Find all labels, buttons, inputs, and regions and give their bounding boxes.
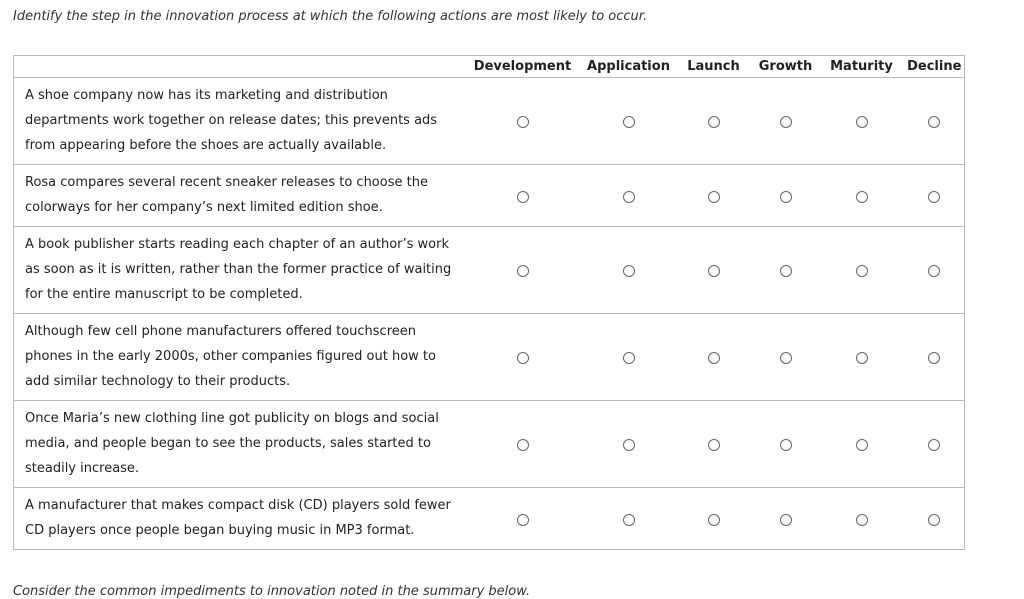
- next-section-instruction: Consider the common impediments to innovation noted in the summary below.: [13, 584, 531, 599]
- radio-decline[interactable]: [928, 191, 940, 203]
- radio-launch[interactable]: [708, 439, 720, 451]
- radio-application[interactable]: [623, 191, 635, 203]
- question-row-1: [14, 78, 965, 165]
- question-row-3: [14, 227, 965, 314]
- radio-application[interactable]: [623, 265, 635, 277]
- row-statement: Once Maria’s new clothing line got publicity on blogs and social media, and people began to see the products, sales started to steadily increase.: [14, 401, 463, 488]
- question-row-2: [14, 165, 965, 227]
- radio-growth[interactable]: [780, 191, 792, 203]
- matching-grid: [13, 55, 965, 550]
- radio-development[interactable]: [517, 514, 529, 526]
- header-blank: [14, 56, 463, 78]
- radio-launch[interactable]: [708, 191, 720, 203]
- radio-development[interactable]: [517, 352, 529, 364]
- radio-development[interactable]: [517, 439, 529, 451]
- question-row-6: [14, 488, 965, 550]
- column-header-launch: Launch: [675, 56, 753, 78]
- radio-maturity[interactable]: [856, 514, 868, 526]
- column-header-development: Development: [463, 56, 583, 78]
- question-row-5: [14, 401, 965, 488]
- question-instruction: Identify the step in the innovation process at which the following actions are most likely to occur.: [13, 9, 648, 24]
- radio-development[interactable]: [517, 191, 529, 203]
- column-header-maturity: Maturity: [819, 56, 905, 78]
- column-header-growth: Growth: [753, 56, 819, 78]
- column-header-application: Application: [583, 56, 675, 78]
- radio-decline[interactable]: [928, 514, 940, 526]
- row-statement: Rosa compares several recent sneaker releases to choose the colorways for her company’s next limited edition shoe.: [14, 165, 463, 227]
- radio-decline[interactable]: [928, 352, 940, 364]
- question-row-4: [14, 314, 965, 401]
- radio-growth[interactable]: [780, 265, 792, 277]
- radio-maturity[interactable]: [856, 352, 868, 364]
- radio-development[interactable]: [517, 265, 529, 277]
- row-statement: Although few cell phone manufacturers offered touchscreen phones in the early 2000s, other companies figured out how to add similar technology to their products.: [14, 314, 463, 401]
- radio-decline[interactable]: [928, 265, 940, 277]
- radio-decline[interactable]: [928, 439, 940, 451]
- radio-application[interactable]: [623, 352, 635, 364]
- radio-maturity[interactable]: [856, 116, 868, 128]
- radio-growth[interactable]: [780, 514, 792, 526]
- radio-application[interactable]: [623, 116, 635, 128]
- header-row: [14, 56, 965, 78]
- radio-launch[interactable]: [708, 116, 720, 128]
- radio-launch[interactable]: [708, 514, 720, 526]
- radio-decline[interactable]: [928, 116, 940, 128]
- radio-maturity[interactable]: [856, 265, 868, 277]
- row-statement: A book publisher starts reading each chapter of an author’s work as soon as it is written, rather than the former practice of waiting for the entire manuscript to be completed.: [14, 227, 463, 314]
- radio-launch[interactable]: [708, 352, 720, 364]
- radio-growth[interactable]: [780, 116, 792, 128]
- radio-growth[interactable]: [780, 439, 792, 451]
- row-statement: A manufacturer that makes compact disk (CD) players sold fewer CD players once people began buying music in MP3 format.: [14, 488, 463, 550]
- radio-maturity[interactable]: [856, 191, 868, 203]
- radio-maturity[interactable]: [856, 439, 868, 451]
- radio-launch[interactable]: [708, 265, 720, 277]
- radio-application[interactable]: [623, 514, 635, 526]
- radio-development[interactable]: [517, 116, 529, 128]
- radio-application[interactable]: [623, 439, 635, 451]
- radio-growth[interactable]: [780, 352, 792, 364]
- row-statement: A shoe company now has its marketing and distribution departments work together on release dates; this prevents ads from appearing before the shoes are actually available.: [14, 78, 463, 165]
- column-header-decline: Decline: [905, 56, 965, 78]
